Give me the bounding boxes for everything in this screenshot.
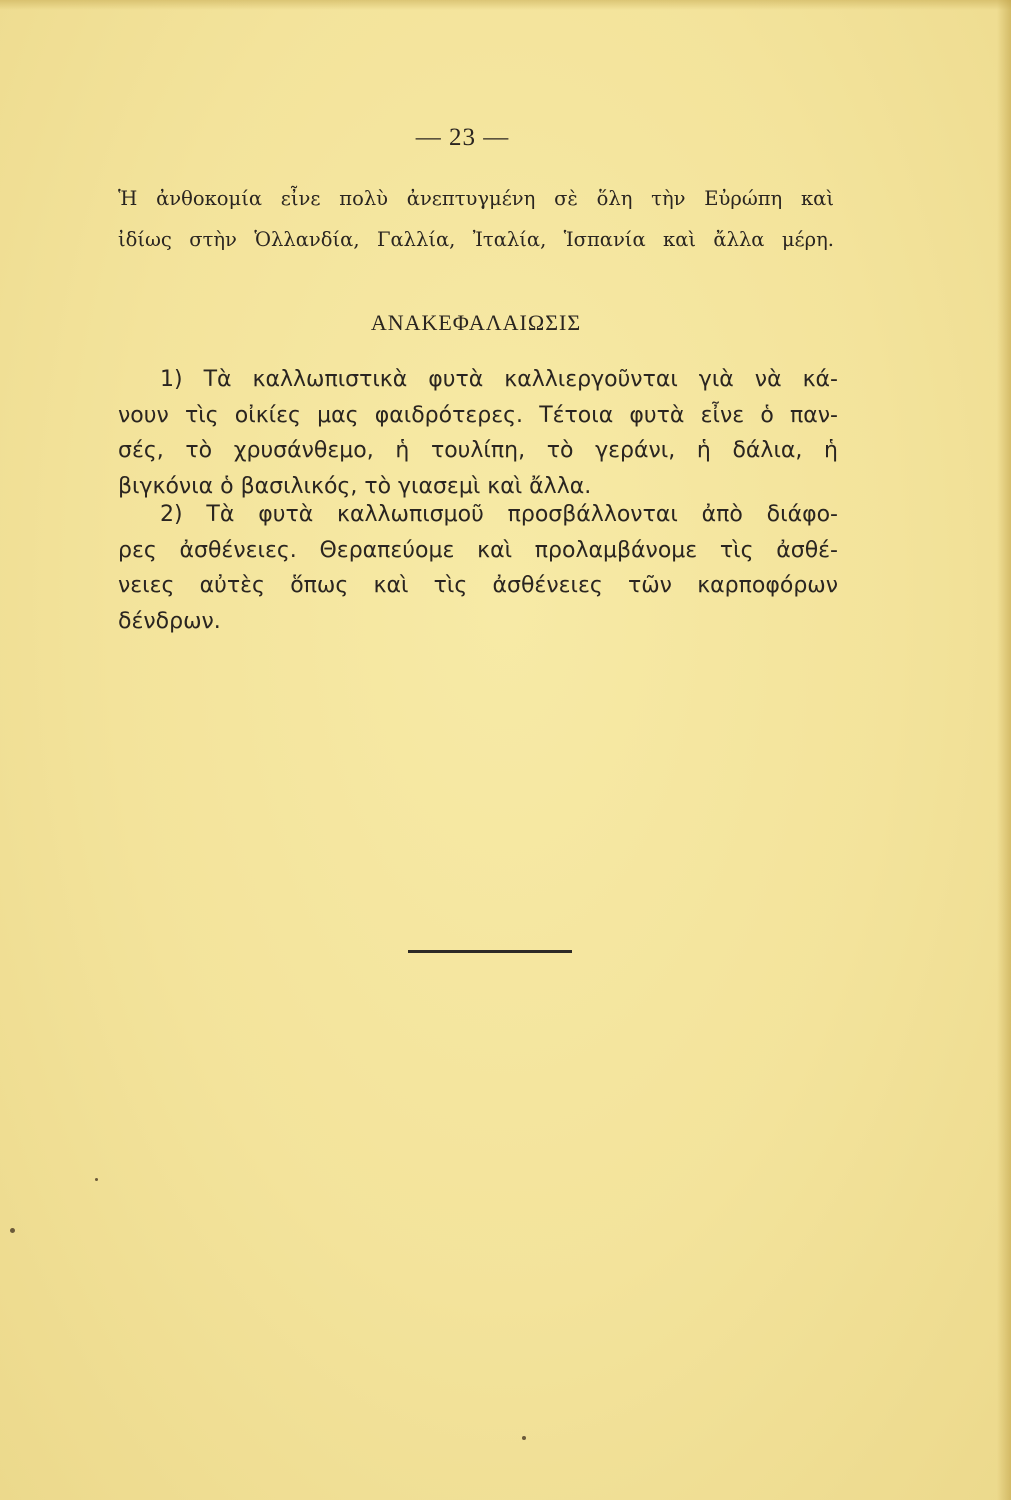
summary-line: ρες ἀσθένειες. Θεραπεύομε καὶ προλαμβάνομε τὶς ἀσθέ- (118, 537, 838, 563)
intro-paragraph (118, 178, 834, 260)
paper-speck (95, 1178, 98, 1181)
intro-line: ἰδίως στὴν Ὁλλανδία, Γαλλία, Ἰταλία, Ἱσπανία καὶ ἄλλα μέρη. (118, 228, 834, 251)
summary-line: 2) Τὰ φυτὰ καλλωπισμοῦ προσβάλλονται ἀπὸ διάφο- (160, 502, 838, 527)
summary-line: βιγκόνια ὁ βασιλικός, τὸ γιασεμὶ καὶ ἄλλα. (118, 473, 592, 499)
summary-line: 1) Τὰ καλλωπιστικὰ φυτὰ καλλιεργοῦνται γιὰ νὰ κά- (160, 367, 838, 392)
summary-line: νουν τὶς οἰκίες μας φαιδρότερες. Τέτοια φυτὰ εἶνε ὁ παν- (118, 402, 838, 428)
summary-paragraph-2 (118, 497, 838, 639)
page-edge-shadow-top (0, 0, 1011, 10)
summary-line: δένδρων. (118, 608, 221, 634)
intro-line: Ἡ ἀνθοκομία εἶνε πολὺ ἀνεπτυγμένη σὲ ὅλη τὴν Εὐρώπη καὶ (118, 187, 834, 210)
summary-line: σές, τὸ χρυσάνθεμο, ἡ τουλίπη, τὸ γεράνι, ἡ δάλια, ἡ (118, 438, 838, 463)
page-number: — 23 — (415, 124, 510, 151)
section-heading: ΑΝΑΚΕΦΑΛΑΙΩΣΙΣ (370, 310, 582, 335)
summary-paragraph-1 (118, 362, 838, 504)
summary-line: νειες αὐτὲς ὅπως καὶ τὶς ἀσθένειες τῶν καρποφόρων (118, 573, 838, 598)
page-edge-shadow-right (997, 0, 1011, 1500)
paper-speck (522, 1436, 526, 1440)
paper-speck (10, 1228, 15, 1233)
end-rule-divider (408, 950, 572, 953)
